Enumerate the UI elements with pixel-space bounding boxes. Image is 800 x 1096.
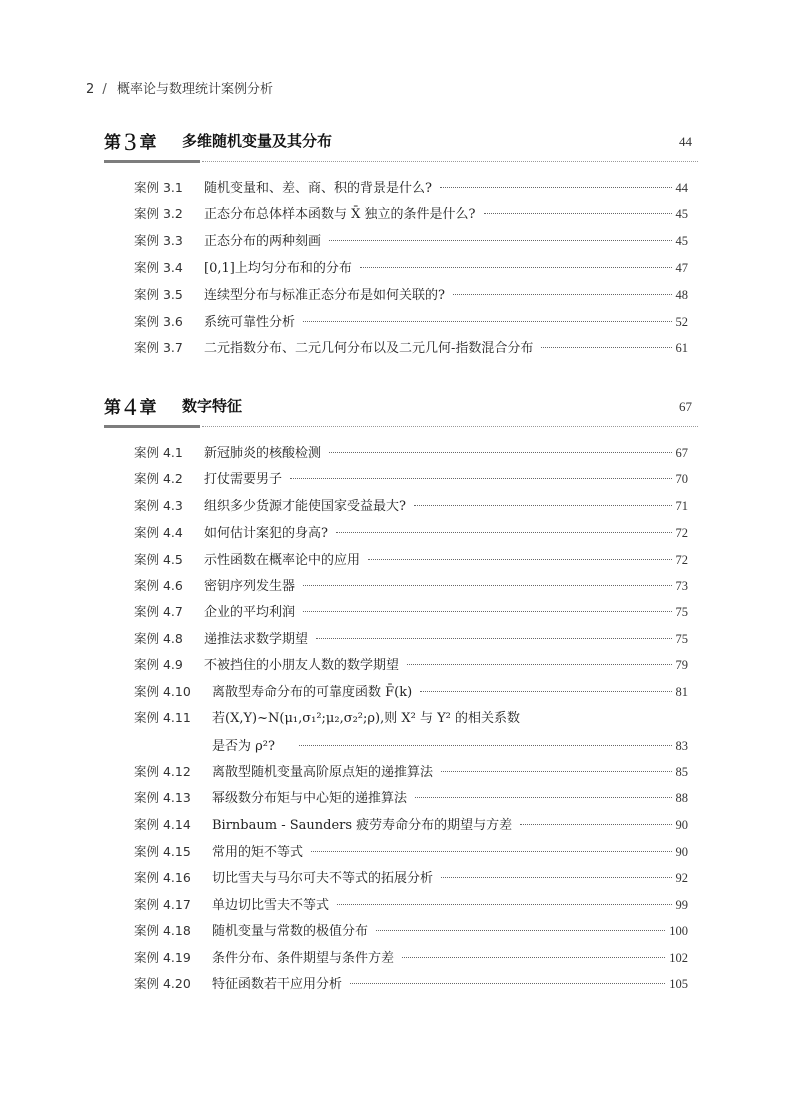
chapter-dotted-rule [202, 161, 698, 162]
chapter-page: 44 [679, 134, 692, 149]
toc-entry[interactable]: 案例 4.15 常用的矩不等式 90 [134, 844, 688, 860]
chapter-rule [104, 425, 200, 428]
toc-entry[interactable]: 案例 4.17 单边切比雪夫不等式 99 [134, 897, 688, 913]
running-head [86, 78, 273, 97]
toc-entry[interactable]: 案例 3.3 正态分布的两种刻画 45 [134, 233, 688, 249]
toc-entry[interactable]: 案例 4.7 企业的平均利润 75 [134, 604, 688, 620]
toc-entry[interactable]: 案例 4.9 不被挡住的小朋友人数的数学期望 79 [134, 657, 688, 673]
toc-entry[interactable]: 案例 4.5 示性函数在概率论中的应用 72 [134, 552, 688, 568]
toc-entry[interactable]: 案例 3.7 二元指数分布、二元几何分布以及二元几何-指数混合分布 61 [134, 340, 688, 356]
toc-entry[interactable]: 案例 3.6 系统可靠性分析 52 [134, 314, 688, 330]
toc-entry-continuation[interactable]: 是否为 ρ²? 83 [212, 739, 688, 754]
book-title: 概率论与数理统计案例分析 [116, 82, 273, 97]
toc-entry[interactable]: 案例 4.1 新冠肺炎的核酸检测 67 [134, 445, 688, 461]
chapter-heading [104, 389, 698, 429]
toc-entry[interactable]: 案例 3.1 随机变量和、差、商、积的背景是什么? 44 [134, 180, 688, 196]
toc-entry[interactable]: 案例 4.11 若(X,Y)~N(μ₁,σ₁²;μ₂,σ₂²;ρ),则 X² 与 Y² 的相关系数 [134, 710, 521, 726]
toc-entry[interactable]: 案例 3.4 [0,1]上均匀分布和的分布 47 [134, 260, 688, 276]
chapter-heading [104, 124, 698, 164]
chapter-number: 3 [124, 129, 137, 156]
chapter-title[interactable]: 多维随机变量及其分布 [182, 132, 333, 150]
toc-entry[interactable]: 案例 4.12 离散型随机变量高阶原点矩的递推算法 85 [134, 764, 688, 780]
chapter-number: 4 [124, 394, 137, 421]
toc-entry[interactable]: 案例 4.4 如何估计案犯的身高? 72 [134, 525, 688, 541]
toc-entry[interactable]: 案例 3.5 连续型分布与标准正态分布是如何关联的? 48 [134, 287, 688, 303]
chapter-rule [104, 160, 200, 163]
chapter-page: 67 [679, 399, 692, 414]
toc-entry[interactable]: 案例 4.16 切比雪夫与马尔可夫不等式的拓展分析 92 [134, 870, 688, 886]
toc-entry[interactable]: 案例 4.18 随机变量与常数的极值分布 100 [134, 923, 688, 939]
chapter-title[interactable]: 数字特征 [182, 397, 243, 415]
toc-entry[interactable]: 案例 4.2 打仗需要男子 70 [134, 471, 688, 487]
toc-entry[interactable]: 案例 4.3 组织多少货源才能使国家受益最大? 71 [134, 498, 688, 514]
toc-entry[interactable]: 案例 4.10 离散型寿命分布的可靠度函数 F̄(k) 81 [134, 684, 688, 700]
toc-entry[interactable]: 案例 4.19 条件分布、条件期望与条件方差 102 [134, 950, 688, 966]
toc-entry[interactable]: 案例 3.2 正态分布总体样本函数与 X̄ 独立的条件是什么? 45 [134, 206, 688, 222]
toc-entry[interactable]: 案例 4.8 递推法求数学期望 75 [134, 631, 688, 647]
chapter-label: 第 4 章 [104, 394, 157, 421]
toc-entry[interactable]: 案例 4.6 密钥序列发生器 73 [134, 578, 688, 594]
toc-entry[interactable]: 案例 4.20 特征函数若干应用分析 105 [134, 976, 688, 992]
page-number: 2 [86, 82, 95, 97]
chapter-label: 第 3 章 [104, 129, 157, 156]
header-separator: / [102, 82, 107, 97]
toc-entry[interactable]: 案例 4.13 幂级数分布矩与中心矩的递推算法 88 [134, 790, 688, 806]
toc-entry[interactable]: 案例 4.14 Birnbaum - Saunders 疲劳寿命分布的期望与方差 90 [134, 817, 688, 833]
chapter-dotted-rule [202, 426, 698, 427]
